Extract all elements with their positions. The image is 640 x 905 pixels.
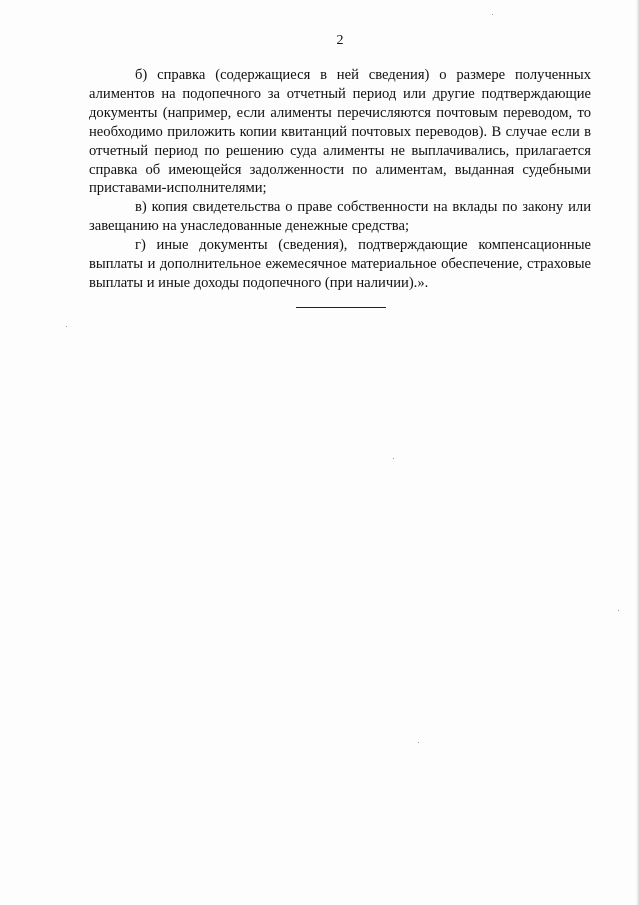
scan-speck [66,326,67,327]
page-number: 2 [336,33,344,48]
paragraph-b: б) справка (содержащиеся в ней сведения) о размере полученных алиментов на подопечного за отчетный период или другие подтверждающие документы (например, если алименты перечисляются почтовым переводом, то необходимо приложить копии квитанций почтовых переводов). В случае если в отчетный период по решению суда алименты не выплачивались, прилагается справка об имеющейся задолженности по алиментам, выданная судебными приставами-исполнителями; [89,67,591,197]
closing-divider-line [296,307,386,308]
scan-speck [492,14,493,15]
paragraph-g: г) иные документы (сведения), подтверждающие компенсационные выплаты и дополнительное ежемесячное материальное обеспечение, страховые выплаты и иные доходы подопечного (при наличии).». [89,237,591,291]
document-body [89,66,591,293]
scan-speck [618,610,619,611]
scan-speck [418,742,419,743]
paragraph-v: в) копия свидетельства о праве собственности на вклады по закону или завещанию на унаследованные денежные средства; [89,199,591,235]
scan-edge-shadow [636,0,640,905]
scan-speck [393,458,394,459]
